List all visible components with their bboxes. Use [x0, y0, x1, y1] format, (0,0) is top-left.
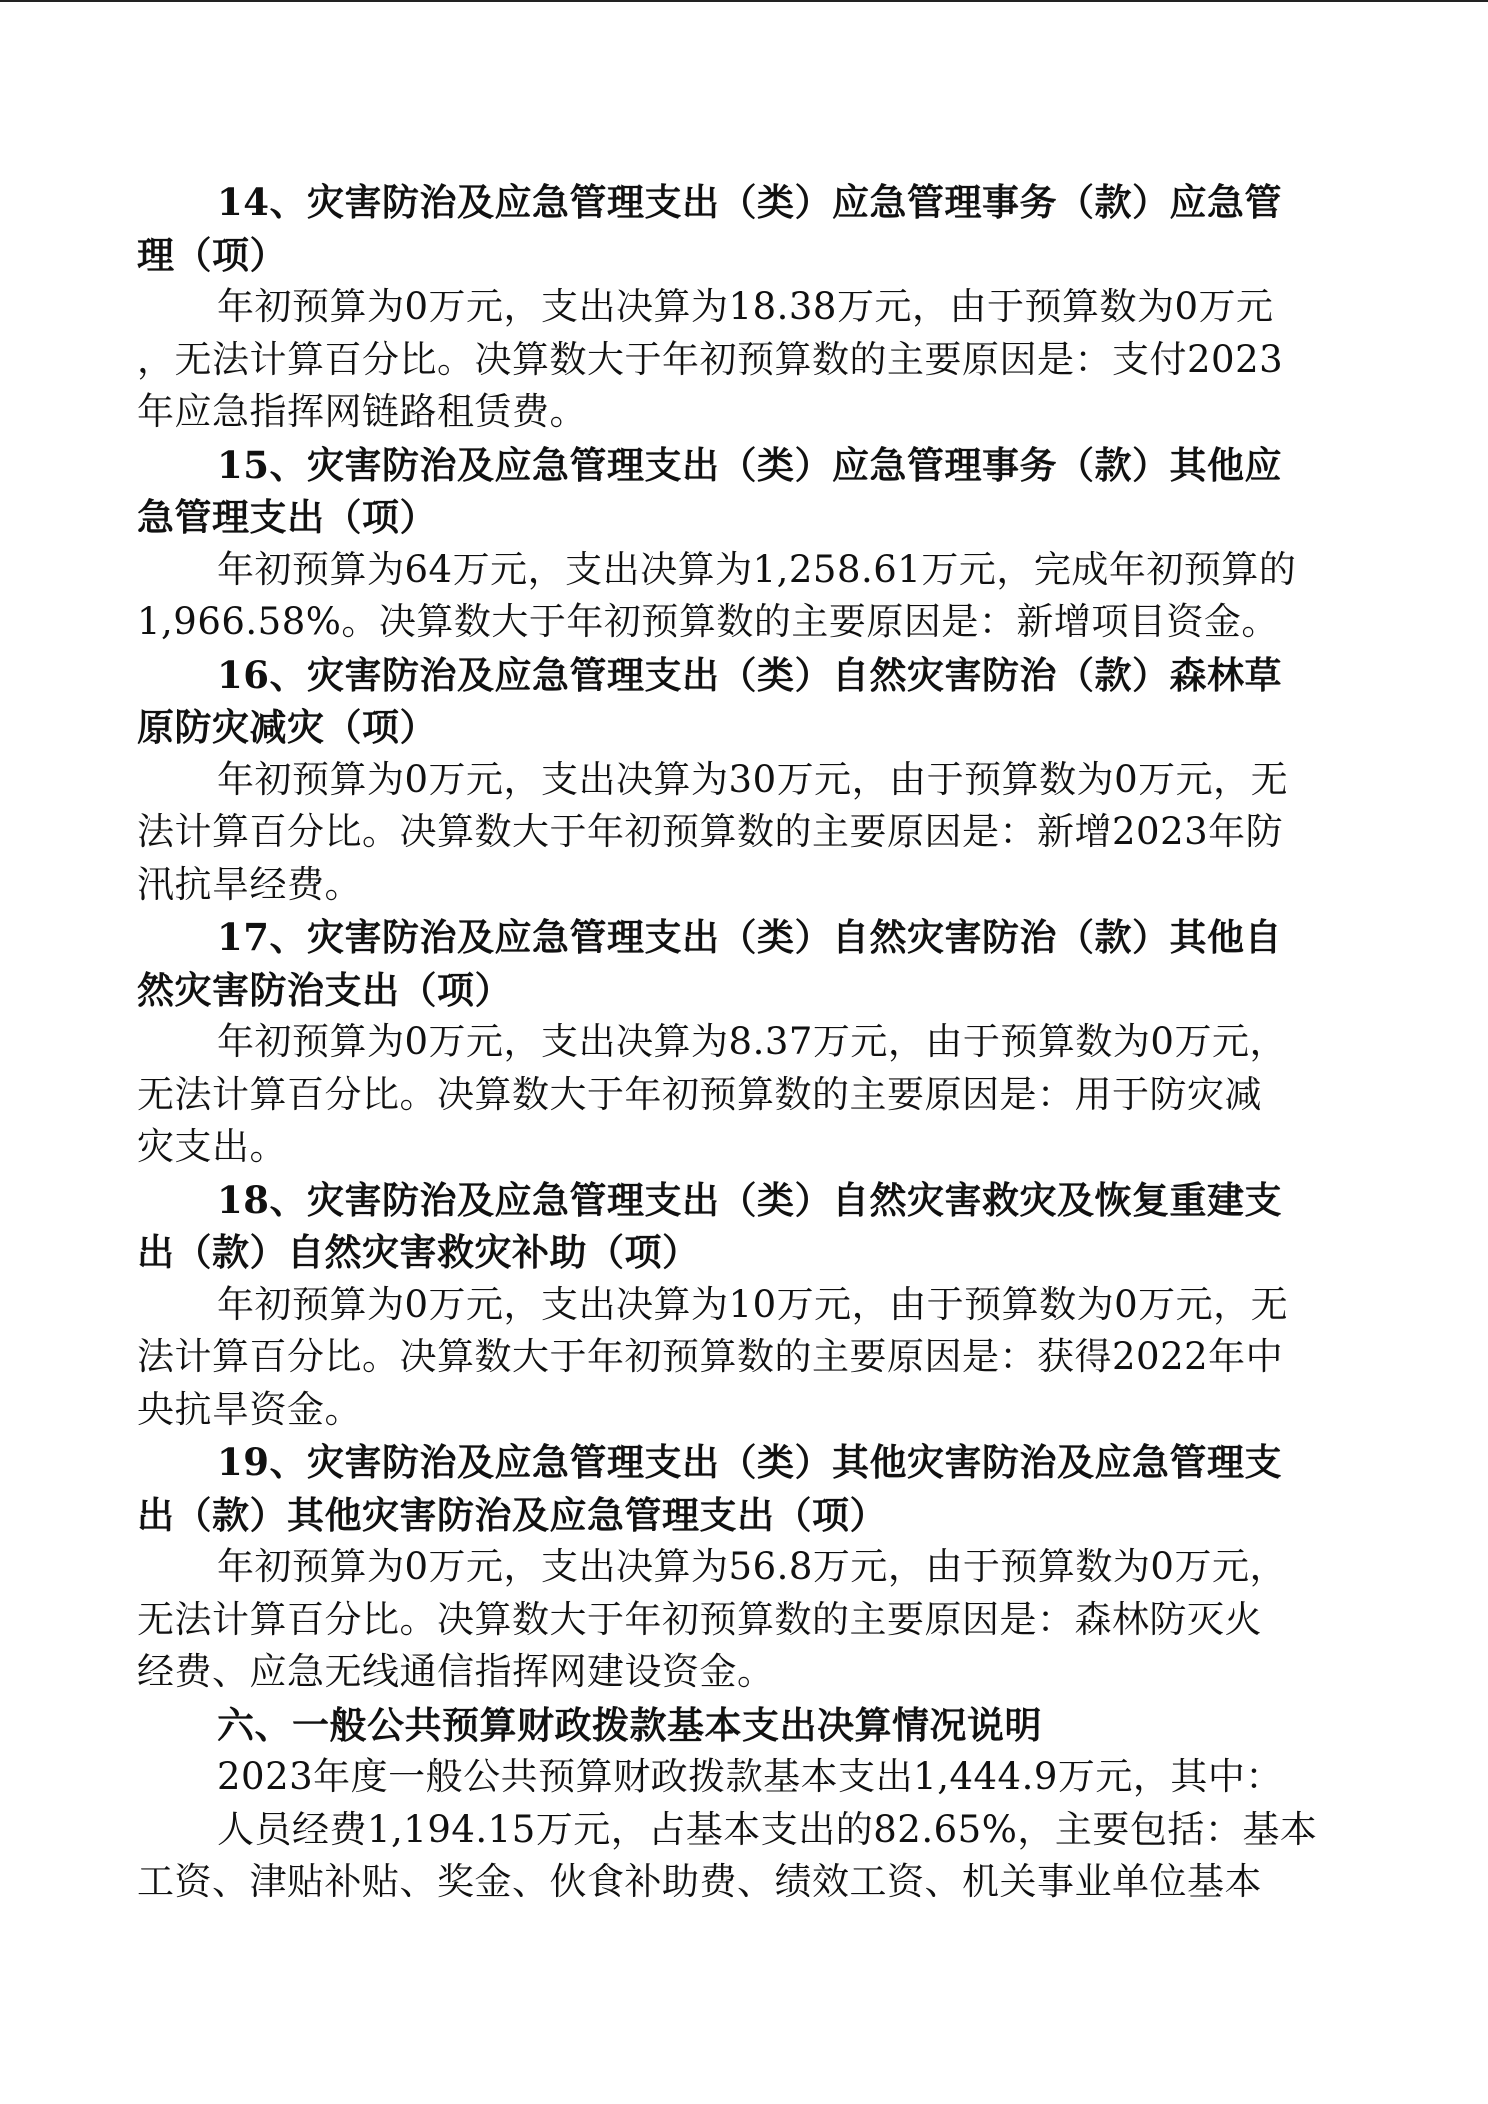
section-heading: 然灾害防治支出（项） — [137, 967, 512, 1012]
paragraph-line: 工资、津贴补贴、奖金、伙食补助费、绩效工资、机关事业单位基本 — [137, 1860, 1262, 1903]
paragraph-line: ，无法计算百分比。决算数大于年初预算数的主要原因是：支付2023 — [137, 337, 1284, 381]
section-heading: 六、一般公共预算财政拨款基本支出决算情况说明 — [217, 1702, 1042, 1747]
section-heading: 理（项） — [137, 232, 287, 277]
paragraph-line: 年初预算为0万元，支出决算为10万元，由于预算数为0万元，无 — [217, 1282, 1289, 1326]
document-body — [137, 176, 1337, 1909]
paragraph-line: 无法计算百分比。决算数大于年初预算数的主要原因是：用于防灾减 — [137, 1072, 1262, 1116]
paragraph-line: 年初预算为0万元，支出决算为8.37万元，由于预算数为0万元， — [217, 1020, 1287, 1063]
paragraph-line: 人员经费1,194.15万元，占基本支出的82.65%，主要包括：基本 — [217, 1807, 1318, 1851]
paragraph-line: 年初预算为0万元，支出决算为30万元，由于预算数为0万元，无 — [217, 757, 1289, 801]
section-heading: 14、灾害防治及应急管理支出（类）应急管理事务（款）应急管 — [217, 180, 1282, 224]
section-heading: 16、灾害防治及应急管理支出（类）自然灾害防治（款）森林草 — [217, 652, 1282, 697]
section-heading: 急管理支出（项） — [137, 495, 437, 539]
section-heading: 出（款）其他灾害防治及应急管理支出（项） — [137, 1492, 887, 1537]
section-heading: 18、灾害防治及应急管理支出（类）自然灾害救灾及恢复重建支 — [217, 1177, 1282, 1222]
paragraph-line: 年初预算为64万元，支出决算为1,258.61万元，完成年初预算的 — [217, 547, 1297, 591]
section-heading: 15、灾害防治及应急管理支出（类）应急管理事务（款）其他应 — [217, 442, 1282, 487]
section-heading: 出（款）自然灾害救灾补助（项） — [137, 1230, 700, 1274]
paragraph-line: 年初预算为0万元，支出决算为56.8万元，由于预算数为0万元， — [217, 1545, 1287, 1588]
paragraph-line: 法计算百分比。决算数大于年初预算数的主要原因是：获得2022年中 — [137, 1335, 1284, 1378]
paragraph-line: 2023年度一般公共预算财政拨款基本支出1,444.9万元，其中： — [217, 1755, 1283, 1798]
section-heading: 原防灾减灾（项） — [137, 705, 437, 749]
paragraph-line: 灾支出。 — [137, 1125, 287, 1168]
paragraph-line: 1,966.58%。决算数大于年初预算数的主要原因是：新增项目资金。 — [137, 600, 1279, 643]
paragraph-line: 央抗旱资金。 — [137, 1387, 362, 1431]
paragraph-line: 汛抗旱经费。 — [137, 862, 362, 906]
paragraph-line: 年应急指挥网链路租赁费。 — [137, 390, 587, 433]
paragraph-line: 法计算百分比。决算数大于年初预算数的主要原因是：新增2023年防 — [137, 810, 1284, 853]
paragraph-line: 无法计算百分比。决算数大于年初预算数的主要原因是：森林防灭火 — [137, 1597, 1262, 1641]
section-heading: 17、灾害防治及应急管理支出（类）自然灾害防治（款）其他自 — [217, 915, 1282, 959]
paragraph-line: 经费、应急无线通信指挥网建设资金。 — [137, 1650, 775, 1693]
section-heading: 19、灾害防治及应急管理支出（类）其他灾害防治及应急管理支 — [217, 1440, 1282, 1484]
paragraph-line: 年初预算为0万元，支出决算为18.38万元，由于预算数为0万元 — [217, 285, 1274, 328]
page-top-border — [0, 0, 1488, 2]
